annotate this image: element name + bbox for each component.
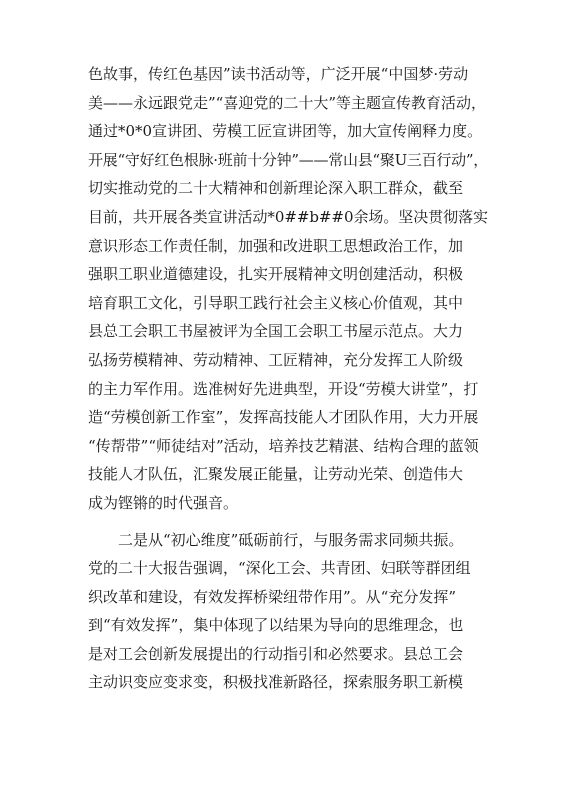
text-line: 开展“守好红色根脉·班前十分钟”——常山县“聚U三百行动”， xyxy=(88,150,488,169)
text-line: “传帮带”“师徒结对”活动，培养技艺精湛、结构合理的蓝领 xyxy=(88,436,479,455)
body-text xyxy=(88,60,488,697)
text-line: 造“劳模创新工作室”，发挥高技能人才团队作用，大力开展 xyxy=(88,408,479,427)
text-line: 到“有效发挥”，集中体现了以结果为导向的思维理念，也 xyxy=(88,616,464,635)
text-line: 县总工会职工书屋被评为全国工会职工书屋示范点。大力 xyxy=(88,322,464,341)
text-line: 色故事，传红色基因”读书活动等，广泛开展“中国梦·劳动 xyxy=(88,65,469,83)
text-line: 培育职工文化，引导职工践行社会主义核心价值观，其中 xyxy=(88,293,464,312)
text-line: 是对工会创新发展提出的行动指引和必然要求。县总工会 xyxy=(88,644,464,663)
text-line: 美——永远跟党走”“喜迎党的二十大”等主题宣传教育活动， xyxy=(88,93,487,112)
text-line: 技能人才队伍，汇聚发展正能量，让劳动光荣、创造伟大 xyxy=(88,465,464,484)
text-line: 目前，共开展各类宣讲活动*0##b##0余场。坚决贯彻落实 xyxy=(88,207,488,226)
text-line: 主动识变应变求变，积极找准新路径，探索服务职工新模 xyxy=(88,673,464,692)
text-line: 成为铿锵的时代强音。 xyxy=(88,493,239,512)
text-line: 切实推动党的二十大精神和创新理论深入职工群众，截至 xyxy=(88,179,464,198)
text-line: 通过*0*0宣讲团、劳模工匠宣讲团等，加大宣传阐释力度。 xyxy=(88,122,483,141)
text-line: 强职工职业道德建设，扎实开展精神文明创建活动，积极 xyxy=(88,265,464,284)
paragraph-gap xyxy=(88,518,488,526)
text-line: 党的二十大报告强调，“深化工会、共青团、妇联等群团组 xyxy=(88,559,471,578)
text-line: 意识形态工作责任制，加强和改进职工思想政治工作，加 xyxy=(88,236,464,255)
text-line: 织改革和建设，有效发挥桥梁纽带作用”。从“充分发挥” xyxy=(88,587,457,606)
text-line: 的主力军作用。选准树好先进典型，开设“劳模大讲堂”，打 xyxy=(88,379,479,398)
text-line: 二是从“初心维度”砥砺前行，与服务需求同频共振。 xyxy=(118,530,464,549)
text-line: 弘扬劳模精神、劳动精神、工匠精神，充分发挥工人阶级 xyxy=(88,350,464,369)
